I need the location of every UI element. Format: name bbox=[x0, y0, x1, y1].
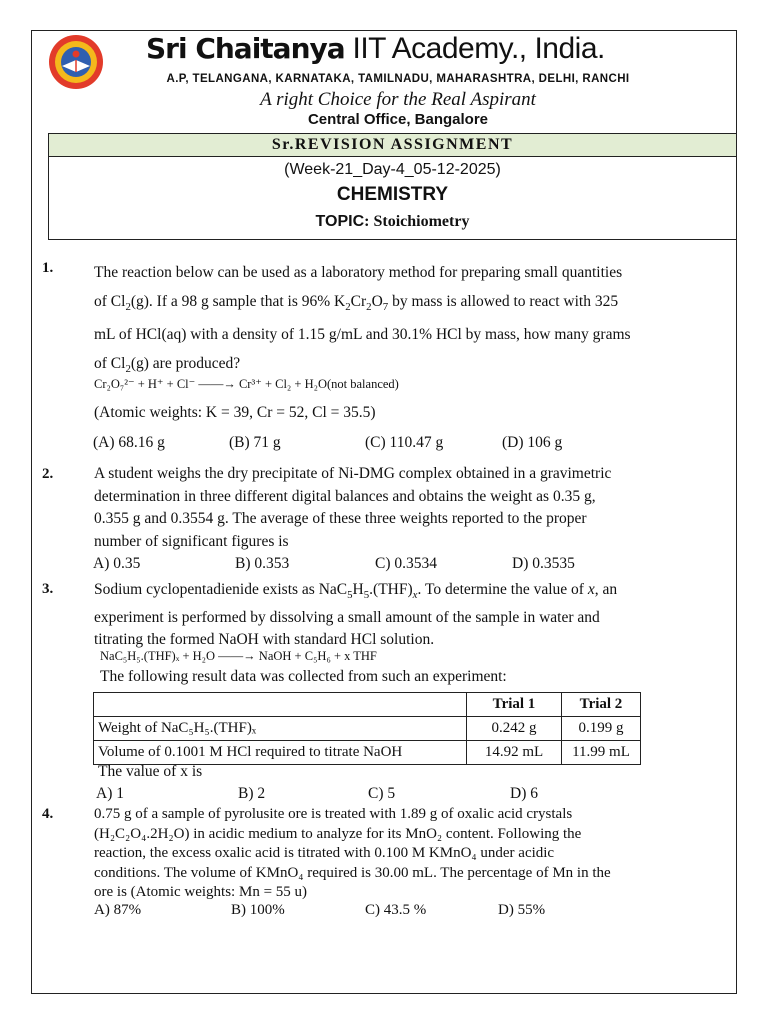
question-line: of $Cl_2(g)$. If a 98 g sample that is 96% $K_2Cr_2O_7$ by mass is allowed to react with 325 bbox=[94, 292, 619, 313]
option-c[interactable]: C) 43.5 % bbox=[365, 902, 427, 918]
option-d[interactable]: D) 0.3535 bbox=[512, 555, 575, 572]
question-line: Sodium cyclopentadienide exists as $NaC_5H_5.(THF)_x$. To determine the value of x, an bbox=[94, 581, 618, 602]
options-row bbox=[93, 434, 713, 454]
assignment-title: Sr.REVISION ASSIGNMENT bbox=[49, 134, 736, 157]
subject-title: CHEMISTRY bbox=[336, 184, 449, 205]
option-b[interactable]: B) 100% bbox=[231, 902, 285, 918]
option-a[interactable]: A) 0.35 bbox=[93, 555, 141, 572]
topic-label: TOPIC bbox=[315, 213, 365, 230]
question-number: 1. bbox=[42, 260, 54, 276]
week-label: (Week-21_Day-4_05-12-2025) bbox=[284, 161, 501, 178]
option-a[interactable]: A) 1 bbox=[96, 785, 124, 802]
option-c[interactable]: C) 5 bbox=[368, 785, 396, 802]
option-a[interactable]: A) 87% bbox=[94, 902, 142, 918]
question-line: number of significant figures is bbox=[94, 532, 289, 550]
options-row bbox=[94, 902, 714, 922]
question-line: titrating the formed NaOH with standard HCl solution. bbox=[94, 631, 435, 649]
topic-value: : Stoichiometry bbox=[364, 213, 470, 230]
option-c[interactable]: (C) 110.47 g bbox=[365, 434, 444, 451]
option-d[interactable]: D) 6 bbox=[510, 785, 538, 802]
question-line: reaction, the excess oxalic acid is titrated with 0.100 M KMnO₄ under acidic bbox=[94, 845, 555, 861]
question-1-text bbox=[94, 259, 714, 383]
institute-name-rest: IIT Academy., India. bbox=[344, 32, 605, 65]
question-line: 0.75 g of a sample of pyrolusite ore is treated with 1.89 g of oxalic acid crystals bbox=[94, 806, 573, 822]
table-cell-label: Volume of 0.1001 M HCl required to titrate NaOH bbox=[94, 741, 467, 765]
question-number: 3. bbox=[42, 581, 54, 597]
topic-line bbox=[49, 213, 736, 231]
question-line: (H₂C₂O₄.2H₂O) in acidic medium to analyze for its MnO₂ content. Following the bbox=[94, 825, 582, 842]
table-header-row bbox=[94, 693, 641, 717]
question-line: of $Cl_2(g)$ are produced? bbox=[94, 354, 241, 375]
option-c[interactable]: C) 0.3534 bbox=[375, 555, 437, 572]
question-number: 2. bbox=[42, 466, 54, 482]
question-2-text bbox=[94, 463, 714, 553]
table-cell: 14.92 mL bbox=[467, 741, 562, 765]
institute-name-bold: Sri Chaitanya bbox=[146, 32, 345, 65]
question-number: 4. bbox=[42, 806, 54, 822]
option-d[interactable]: (D) 106 g bbox=[502, 434, 563, 451]
option-b[interactable]: B) 2 bbox=[238, 785, 266, 802]
question-line: A student weighs the dry precipitate of Ni-DMG complex obtained in a gravimetric bbox=[94, 465, 612, 482]
question-3-text bbox=[94, 579, 714, 652]
table-cell: 0.242 g bbox=[467, 717, 562, 741]
result-table bbox=[93, 692, 641, 765]
question-line: conditions. The volume of KMnO₄ required is 30.00 mL. The percentage of Mn in the bbox=[94, 864, 611, 881]
institute-name bbox=[146, 32, 666, 66]
question-line: determination in three different digital balances and obtains the weight as 0.35 g, bbox=[94, 487, 596, 505]
table-cell: 0.199 g bbox=[562, 717, 641, 741]
table-header-cell: Trial 2 bbox=[562, 693, 641, 717]
option-b[interactable]: (B) 71 g bbox=[229, 434, 281, 451]
question-4-text bbox=[94, 805, 714, 903]
option-d[interactable]: D) 55% bbox=[498, 902, 546, 918]
atomic-weights: (Atomic weights: K = 39, Cr = 52, Cl = 35.5) bbox=[94, 404, 376, 421]
table-row bbox=[94, 741, 641, 765]
table-cell-label: Weight of NaC₅H₅.(THF)ₓ bbox=[94, 717, 467, 741]
question-line: The reaction below can be used as a laboratory method for preparing small quantities bbox=[94, 264, 623, 281]
question-line: 0.355 g and 0.3554 g. The average of these three weights reported to the proper bbox=[94, 510, 587, 527]
tagline: A right Choice for the Real Aspirant bbox=[260, 89, 536, 110]
chemical-equation: NaC₅H₅.(THF)ₓ + H₂O ——→ NaOH + C₅H₆ + x THF bbox=[100, 649, 377, 663]
table-header-cell bbox=[94, 693, 467, 717]
chemical-equation: Cr₂O₇²⁻ + H⁺ + Cl⁻ ——→ Cr³⁺ + Cl₂ + H₂O(not balanced) bbox=[94, 377, 399, 391]
table-cell: 11.99 mL bbox=[562, 741, 641, 765]
options-row bbox=[96, 785, 716, 805]
table-row bbox=[94, 717, 641, 741]
assignment-header-box bbox=[48, 133, 737, 240]
question-line: experiment is performed by dissolving a small amount of the sample in water and bbox=[94, 608, 600, 626]
question-line: The value of x is bbox=[98, 763, 203, 780]
question-line: ore is (Atomic weights: Mn = 55 u) bbox=[94, 884, 308, 900]
question-line: The following result data was collected from such an experiment: bbox=[100, 668, 507, 685]
states-list: A.P, TELANGANA, KARNATAKA, TAMILNADU, MAHARASHTRA, DELHI, RANCHI bbox=[166, 73, 630, 85]
option-a[interactable]: (A) 68.16 g bbox=[93, 434, 165, 451]
question-line: mL of HCl(aq) with a density of 1.15 g/mL and 30.1% HCl by mass, how many grams bbox=[94, 326, 631, 344]
table-header-cell: Trial 1 bbox=[467, 693, 562, 717]
option-b[interactable]: B) 0.353 bbox=[235, 555, 290, 572]
options-row bbox=[93, 555, 713, 575]
office-location: Central Office, Bangalore bbox=[307, 111, 489, 128]
